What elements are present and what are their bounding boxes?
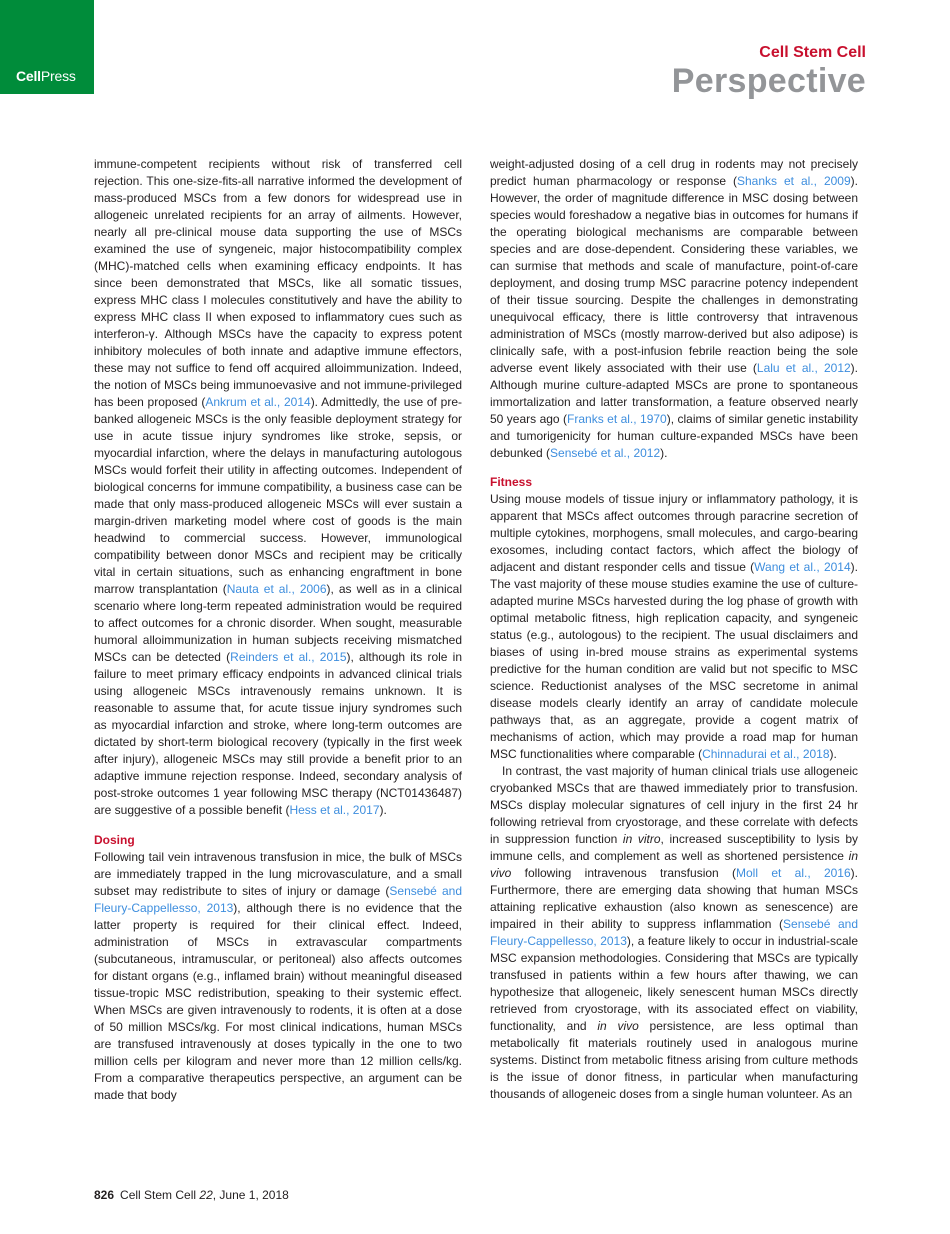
- section-heading-dosing: Dosing: [94, 833, 135, 847]
- citation-link[interactable]: Nauta et al., 2006: [226, 582, 327, 596]
- citation-link[interactable]: Wang et al., 2014: [754, 560, 851, 574]
- left-column: [94, 156, 462, 1104]
- paragraph: weight-adjusted dosing of a cell drug in rodents may not precisely predict human pharmacology or response (Shanks et al., 2009). However, the order of magnitude difference in MSC dosing between species would foreshadow a negative bias in outcomes for humans if the operating biological mechanisms are comparable between species and are dose-dependent. Considering these variables, we can surmise that methods and scale of manufacture, point-of-care deployment, and dosing trump MSC paracrine potency independent of their tissue sourcing. Despite the challenges in demonstrating unequivocal efficacy, there is little controversy that intravenous administration of MSCs (mostly marrow-derived but also adipose) is clinically safe, with a post-infusion febrile reaction being the sole adverse event likely associated with their use (Lalu et al., 2012). Although murine culture-adapted MSCs are prone to spontaneous immortalization and latter transformation, a feature observed nearly 50 years ago (Franks et al., 1970), claims of similar genetic instability and tumorigenicity for human culture-expanded MSCs have been debunked (Sensebé et al., 2012).: [490, 157, 859, 460]
- paragraph: Following tail vein intravenous transfusion in mice, the bulk of MSCs are immediately trapped in the lung microvasculature, and a small subset may redistribute to sites of injury or damage (Sensebé and Fleury-Cappellesso, 2013), although there is no evidence that the latter property is required for their clinical effect. Indeed, administration of MSCs in extravascular compartments (subcutaneous, intramuscular, or peritoneal) also affects outcomes for distant organs (e.g., inflamed brain) without meaningful diseased tissue-tropic MSC redistribution, speaking to their systemic effect. When MSCs are given intravenously to rodents, it is often at a dose of 50 million MSCs/kg. For most clinical indications, human MSCs are transfused intravenously at doses typically in the one to two million cells per kilogram and never more than 12 million cells/kg. From a comparative therapeutics perspective, an argument can be made that body: [94, 850, 462, 1102]
- section-heading-fitness: Fitness: [490, 475, 533, 489]
- paragraph: immune-competent recipients without risk of transferred cell rejection. This one-size-fits-all narrative informed the development of mass-produced MSCs from a few donors for widespread use in allogeneic unrelated recipients for an array of ailments. However, nearly all pre-clinical mouse data supporting the use of MSCs examined the use of syngeneic, major histocompatibility complex (MHC)-matched cells when examining efficacy endpoints. It has since been demonstrated that MSCs, like all somatic tissues, express MHC class I molecules constitutively and have the ability to express MHC class II when exposed to inflammatory cues such as interferon-γ. Although MSCs have the capacity to express potent inhibitory molecules of both innate and adaptive immune effectors, these may not suffice to fend off acquired alloimmunization. Indeed, the notion of MSCs being immunoevasive and not immune-privileged has been proposed (Ankrum et al., 2014). Admittedly, the use of pre-banked allogeneic MSCs is the only feasible deployment strategy for use in acute tissue injury syndromes like stroke, sepsis, or myocardial infarction, where the delays in manufacturing autologous MSCs would forfeit their utility in affecting outcomes. Independent of biological concerns for immune compatibility, a business case can be made that only mass-produced allogeneic MSCs will ever sustain a margin-driven marketing model where cost of goods is the main headwind to commercial success. However, immunological compatibility between donor MSCs and recipient may be critically vital in certain situations, such as enhancing engraftment in bone marrow transplantation (Nauta et al., 2006), as well as in a clinical scenario where long-term repeated administration would be required to affect outcomes for a chronic disorder. When sought, measurable humoral alloimmunization in human subjects receiving mismatched MSCs can be detected (Reinders et al., 2015), although its role in failure to meet primary efficacy endpoints in advanced clinical trials using allogeneic MSCs intravenously remains unknown. It is reasonable to assume that, for acute tissue injury syndromes such as myocardial infarction and stroke, where long-term outcomes are dictated by short-term biological recovery (typically in the first week after injury), allogeneic MSCs may still provide a benefit prior to an adaptive immune rejection response. Indeed, secondary analysis of post-stroke outcomes 1 year following MSC therapy (NCT01436487) are suggestive of a possible benefit (Hess et al., 2017).: [94, 157, 462, 817]
- citation-link[interactable]: Lalu et al., 2012: [756, 361, 851, 375]
- citation-link[interactable]: Ankrum et al., 2014: [205, 395, 311, 409]
- citation-link[interactable]: Moll et al., 2016: [736, 866, 851, 880]
- cellpress-logo: [0, 0, 94, 94]
- citation-link[interactable]: Shanks et al., 2009: [736, 174, 851, 188]
- journal-title: Cell Stem Cell: [759, 44, 866, 61]
- citation-link[interactable]: Franks et al., 1970: [567, 412, 667, 426]
- citation-link[interactable]: Chinnadurai et al., 2018: [702, 747, 830, 761]
- footer-date: , June 1, 2018: [212, 1188, 289, 1202]
- citation-link[interactable]: Hess et al., 2017: [289, 803, 380, 817]
- citation-link[interactable]: Sensebé and Fleury-Cappellesso, 2013: [94, 884, 462, 915]
- footer-volume: 22: [199, 1188, 213, 1202]
- section-label: Perspective: [671, 62, 866, 100]
- footer-journal: Cell Stem Cell: [120, 1188, 197, 1202]
- right-column: [490, 156, 858, 1103]
- citation-link[interactable]: Reinders et al., 2015: [230, 650, 347, 664]
- paragraph: In contrast, the vast majority of human clinical trials use allogeneic cryobanked MSCs that are thawed immediately prior to transfusion. MSCs display molecular signatures of cell injury in the first 24 hr following retrieval from cryostorage, and these correlate with defects in suppression function in vitro, increased susceptibility to lysis by immune cells, and complement as well as shortened persistence in vivo following intravenous transfusion (Moll et al., 2016). Furthermore, there are emerging data showing that human MSCs attaining replicative exhaustion (also known as senescence) are impaired in their ability to suppress inflammation (Sensebé and Fleury-Cappellesso, 2013), a feature likely to occur in industrial-scale MSC expansion methodologies. Considering that MSCs are typically transfused in patients within a few hours after thawing, we can hypothesize that allogeneic, likely senescent human MSCs directly retrieved from cryostorage, with its associated effect on viability, functionality, and in vivo persistence, are less optimal than metabolically fit materials routinely used in analogous murine systems. Distinct from metabolic fitness arising from culture methods is the issue of donor fitness, in particular when manufacturing thousands of allogeneic doses from a single human volunteer. As an: [490, 764, 859, 1101]
- citation-link[interactable]: Sensebé et al., 2012: [550, 446, 661, 460]
- paragraph: Using mouse models of tissue injury or inflammatory pathology, it is apparent that MSCs affect outcomes through paracrine secretion of multiple cytokines, morphogens, small molecules, and cargo-bearing exosomes, including contact factors, which affect the biology of adjacent and distant responder cells and tissue (Wang et al., 2014). The vast majority of these mouse studies examine the use of culture-adapted murine MSCs harvested during the log phase of growth with optimal metabolic fitness, high replication capacity, and syngeneic status (e.g., autologous) to the recipient. The usual disclaimers and biases of using in-bred mouse strains as experimental systems predictive for the human condition are valid but not specific to MSC science. Reductionist analyses of the MSC secretome in animal disease models clearly identify an array of candidate molecule pathways that, as an aggregate, provide a cogent matrix of mechanisms of action, which may provide a road map for human MSC functionalities where comparable (Chinnadurai et al., 2018).: [490, 492, 858, 761]
- logo-text-light: Press: [40, 68, 76, 84]
- cellpress-logo-text: [16, 68, 76, 84]
- page-number: 826: [94, 1188, 115, 1202]
- page-footer: [94, 1188, 289, 1202]
- citation-link[interactable]: Sensebé and Fleury-Cappellesso, 2013: [490, 917, 858, 948]
- logo-text-bold: Cell: [16, 68, 41, 84]
